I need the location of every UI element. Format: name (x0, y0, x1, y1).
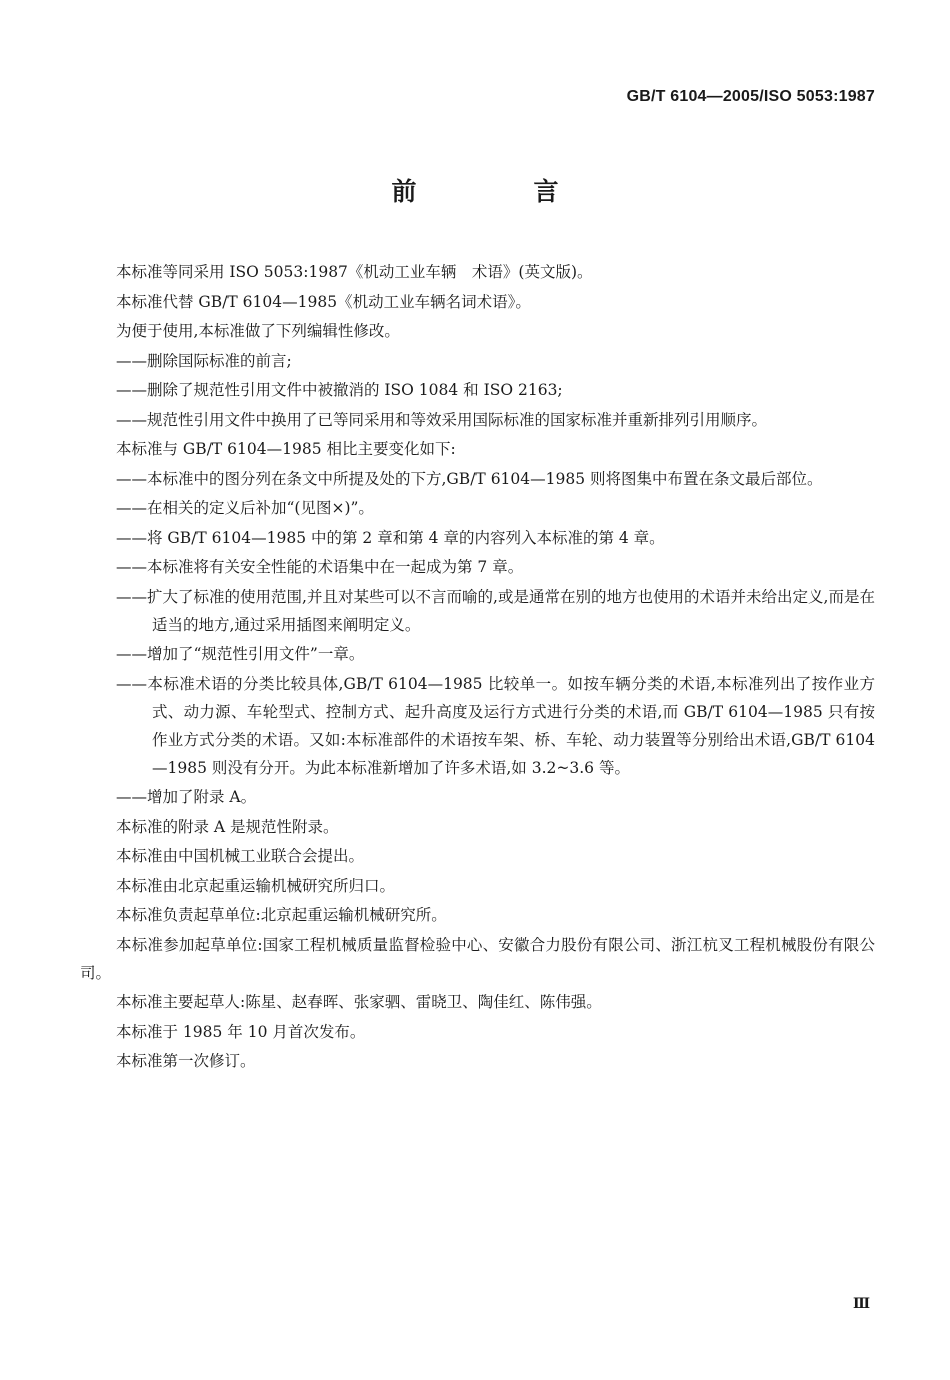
document-body (80, 258, 875, 1077)
page-title: 前 言 (391, 177, 605, 206)
paragraph-replaces: 本标准代替 GB/T 6104—1985《机动工业车辆名词术语》。 (116, 292, 531, 311)
list-item: ——增加了“规范性引用文件”一章。 (116, 645, 365, 663)
paragraph-participating-units: 本标准参加起草单位:国家工程机械质量监督检验中心、安徽合力股份有限公司、浙江杭叉工程机械股份有限公司。 (80, 935, 875, 982)
list-item: ——扩大了标准的使用范围,并且对某些可以不言而喻的,或是通常在别的地方也使用的术语并未给出定义,而是在适当的地方,通过采用插图来阐明定义。 (116, 587, 875, 634)
paragraph-proposed-by: 本标准由中国机械工业联合会提出。 (116, 847, 365, 865)
list-item: ——将 GB/T 6104—1985 中的第 2 章和第 4 章的内容列入本标准的第 4 章。 (116, 528, 665, 547)
list-item: ——删除国际标准的前言; (116, 351, 292, 370)
paragraph-revision: 本标准第一次修订。 (116, 1052, 256, 1070)
paragraph-drafters: 本标准主要起草人:陈星、赵春晖、张家驷、雷晓卫、陶佳红、陈伟强。 (116, 993, 602, 1011)
list-item: ——本标准将有关安全性能的术语集中在一起成为第 7 章。 (116, 558, 524, 576)
list-item: ——在相关的定义后补加“(见图×)”。 (116, 499, 374, 517)
paragraph-changes-intro: 本标准与 GB/T 6104—1985 相比主要变化如下: (116, 440, 456, 458)
page-number: Ⅲ (852, 1296, 870, 1312)
paragraph-drafting-unit: 本标准负责起草单位:北京起重运输机械研究所。 (116, 906, 447, 924)
list-item: ——删除了规范性引用文件中被撤消的 ISO 1084 和 ISO 2163; (116, 381, 563, 399)
list-item: ——规范性引用文件中换用了已等同采用和等效采用国际标准的国家标准并重新排列引用顺序。 (116, 410, 768, 429)
standard-code: GB/T 6104—2005/ISO 5053:1987 (626, 88, 875, 105)
list-item: ——增加了附录 A。 (116, 788, 257, 806)
list-item: ——本标准术语的分类比较具体,GB/T 6104—1985 比较单一。如按车辆分类的术语,本标准列出了按作业方式、动力源、车轮型式、控制方式、起升高度及运行方式进行分类的术语,而 GB/T 6104—1985 只有按作业方式分类的术语。又如:本标准部件的术语按车架、桥、车轮、动力装置等分别给出术语,GB/T 6104—1985 则没有分开。为此本标准新增加了许多术语,如 3.2~3.6 等。 (116, 674, 875, 777)
paragraph-editorial-intro: 为便于使用,本标准做了下列编辑性修改。 (116, 322, 400, 340)
list-item: ——本标准中的图分列在条文中所提及处的下方,GB/T 6104—1985 则将图集中布置在条文最后部位。 (116, 469, 823, 488)
paragraph-adoption: 本标准等同采用 ISO 5053:1987《机动工业车辆 术语》(英文版)。 (116, 263, 593, 281)
paragraph-administered-by: 本标准由北京起重运输机械研究所归口。 (116, 876, 396, 895)
paragraph-first-issue: 本标准于 1985 年 10 月首次发布。 (116, 1022, 366, 1041)
paragraph-annex: 本标准的附录 A 是规范性附录。 (116, 817, 339, 836)
